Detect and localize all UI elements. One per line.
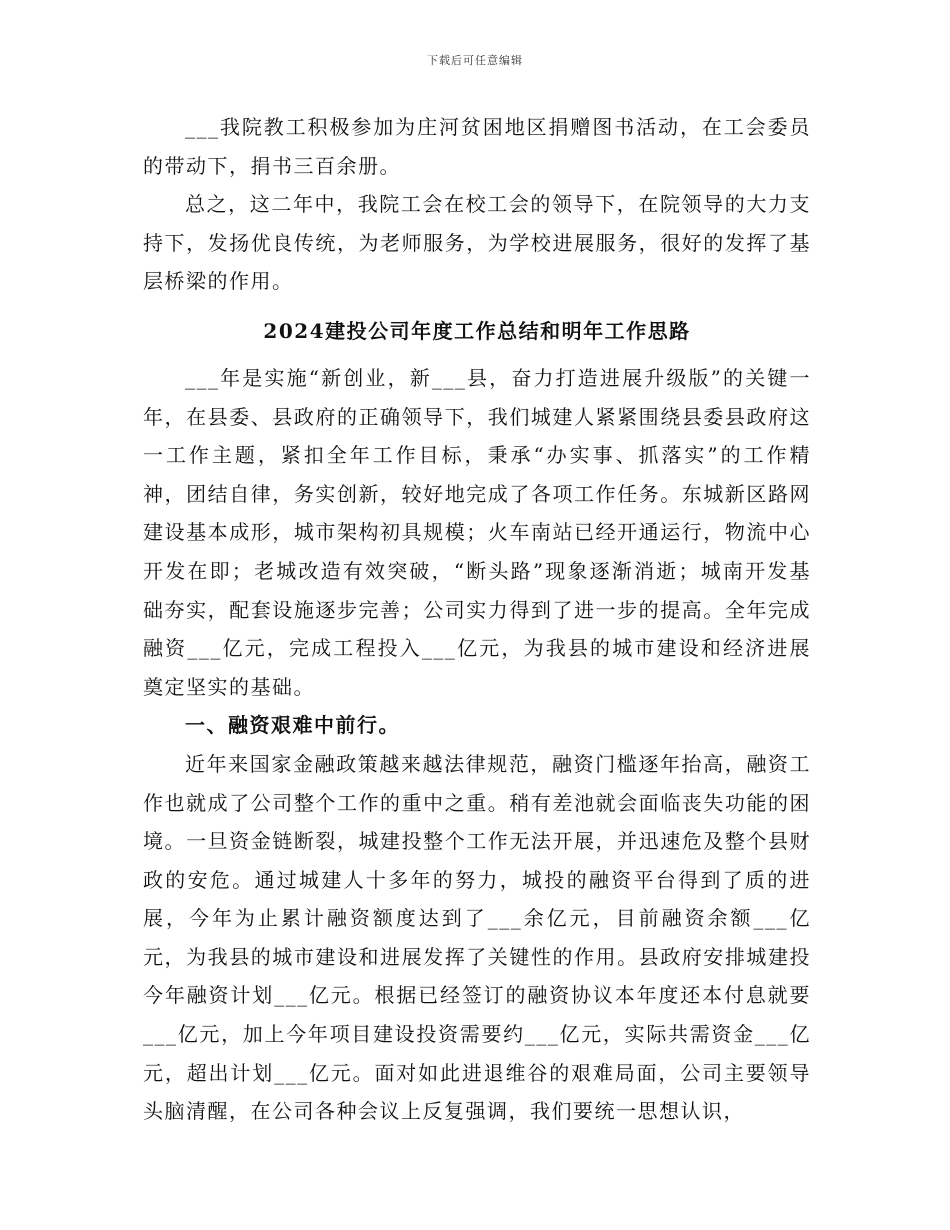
paragraph-donation: ___我院教工积极参加为庄河贫困地区捐赠图书活动，在工会委员的带动下，捐书三百余册。 (143, 115, 811, 178)
document-title: 2024建投公司年度工作总结和明年工作思路 (263, 318, 691, 343)
paragraph-financing: 近年来国家金融政策越来越法律规范，融资门槛逐年抬高，融资工作也就成了公司整个工作的重中之重。稍有差池就会面临丧失功能的困境。一旦资金链断裂，城建投整个工作无法开展，并迅速危及整个县财政的安危。通过城建人十多年的努力，城投的融资平台得到了质的进展，今年为止累计融资额度达到了___余亿元，目前融资余额___亿元，为我县的城市建设和进展发挥了关键性的作用。县政府安排城建投今年融资计划___亿元。根据已经签订的融资协议本年度还本付息就要___亿元，加上今年项目建设投资需要约___亿元，实际共需资金___亿元，超出计划___亿元。面对如此进退维谷的艰难局面，公司主要领导头脑清醒，在公司各种会议上反复强调，我们要统一思想认识， (143, 751, 811, 1124)
document-body (143, 108, 811, 1131)
paragraph-conclusion: 总之，这二年中，我院工会在校工会的领导下，在院领导的大力支持下，发扬优良传统，为老师服务，为学校进展服务，很好的发挥了基层桥梁的作用。 (143, 192, 811, 294)
section-heading-financing: 一、融资艰难中前行。 (185, 713, 400, 738)
page-header: 下载后可任意编辑 (427, 54, 523, 67)
paragraph-intro: ___年是实施“新创业，新___县，奋力打造进展升级版”的关键一年，在县委、县政府的正确领导下，我们城建人紧紧围绕县委县政府这一工作主题，紧扣全年工作目标，秉承“办实事、抓落实”的工作精神，团结自律，务实创新，较好地完成了各项工作任务。东城新区路网建设基本成形，城市架构初具规模；火车南站已经开通运行，物流中心开发在即；老城改造有效突破，“断头路”现象逐渐消逝；城南开发基础夯实，配套设施逐步完善；公司实力得到了进一步的提高。全年完成融资___亿元，完成工程投入___亿元，为我县的城市建设和经济进展奠定坚实的基础。 (143, 365, 811, 699)
